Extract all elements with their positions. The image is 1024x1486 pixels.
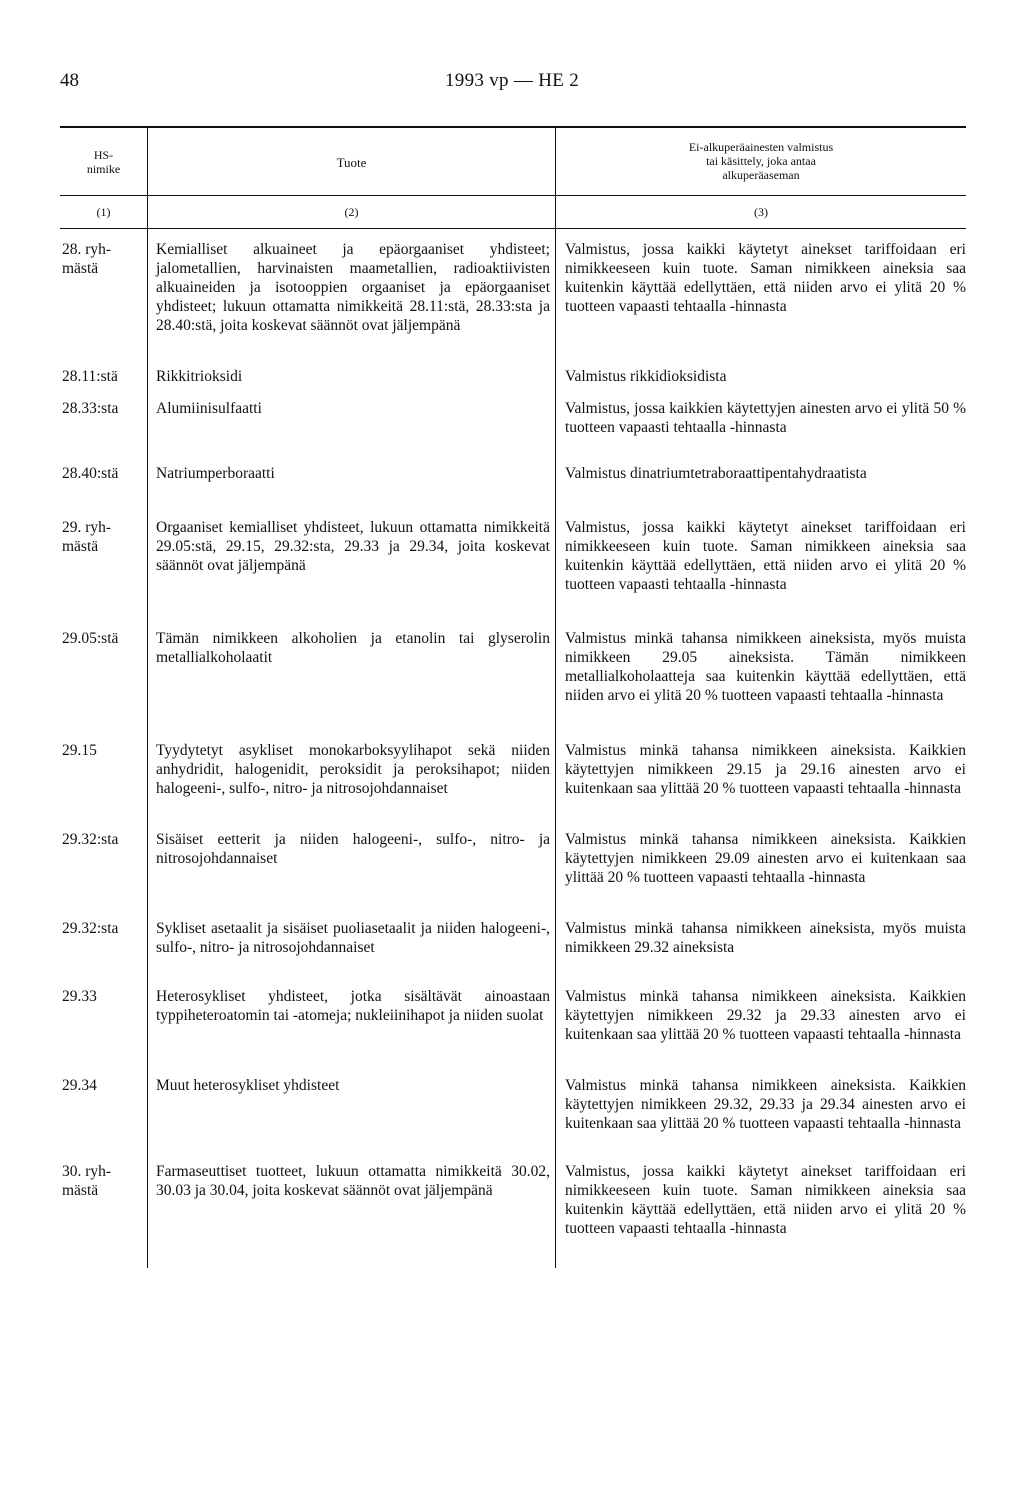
row-hs-code: 29.34 xyxy=(62,1077,97,1094)
table-header-rule xyxy=(60,195,966,196)
table-number-rule xyxy=(60,228,966,229)
column-number-1: (1) xyxy=(96,205,111,219)
row-hs-code: 29.05:stä xyxy=(62,630,119,647)
row-hs-code: 28.33:sta xyxy=(62,400,119,417)
column-divider-1 xyxy=(147,127,148,1268)
row-processing: Valmistus, jossa kaikki käytetyt ainekset tariffoidaan eri nimikkeeseen kuin tuote. Saman nimikkeen aineksia saa kuitenkin käyttää edellyttäen, että niiden arvo ei ylitä 20 % tuotteen vapaasti tehtaalla -hinnasta xyxy=(565,1163,966,1237)
row-hs-code: 29.15 xyxy=(62,742,97,759)
row-processing: Valmistus minkä tahansa nimikkeen aineksista. Kaikkien käytettyjen nimikkeen 29.32 ja 29.33 ainesten arvo ei kuitenkaan saa ylittää 20 % tuotteen vapaasti tehtaalla -hinnasta xyxy=(565,988,966,1043)
row-product: Farmaseuttiset tuotteet, lukuun ottamatta nimikkeitä 30.02, 30.03 ja 30.04, joita koskevat säännöt ovat jäljempänä xyxy=(156,1163,550,1199)
page-number: 48 xyxy=(60,70,79,91)
row-hs-code: 29.33 xyxy=(62,988,97,1005)
header-tuote: Tuote xyxy=(336,155,367,170)
running-head: 1993 vp — HE 2 xyxy=(444,70,580,91)
row-product: Orgaaniset kemialliset yhdisteet, lukuun ottamatta nimikkeitä 29.05:stä, 29.15, 29.32:sta, 29.33 ja 29.34, joita koskevat säännöt ovat jäljempänä xyxy=(156,519,550,574)
row-product: Tämän nimikkeen alkoholien ja etanolin tai glyserolin metallialkoholaatit xyxy=(156,630,550,666)
row-processing: Valmistus, jossa kaikki käytetyt ainekset tariffoidaan eri nimikkeeseen kuin tuote. Saman nimikkeen aineksia saa kuitenkin käyttää edellyttäen, että niiden arvo ei ylitä 20 % tuotteen vapaasti tehtaalla -hinnasta xyxy=(565,519,966,593)
row-hs-code: 28.40:stä xyxy=(62,465,119,482)
row-hs-code: 30. ryh- mästä xyxy=(62,1163,112,1199)
row-product: Sisäiset eetterit ja niiden halogeeni-, sulfo-, nitro- ja nitrosojohdannaiset xyxy=(156,831,550,867)
row-product: Tyydytetyt asykliset monokarboksyylihapot sekä niiden anhydridit, halogenidit, peroksidit ja peroksihapot; niiden halogeeni-, sulfo-, nitro- ja nitrosojohdannaiset xyxy=(156,742,550,797)
row-product: Kemialliset alkuaineet ja epäorgaaniset yhdisteet; jalometallien, harvinaisten maametallien, radioaktiivisten alkuaineiden ja isotooppien orgaaniset ja epäorgaaniset yhdisteet; lukuun ottamatta nimikkeitä 28.11:stä, 28.33:sta ja 28.40:stä, joita koskevat säännöt ovat jäljempänä xyxy=(156,241,550,334)
column-number-3: (3) xyxy=(754,205,768,219)
column-divider-2 xyxy=(555,127,556,1268)
row-processing: Valmistus minkä tahansa nimikkeen aineksista. Kaikkien käytettyjen nimikkeen 29.32, 29.33 ja 29.34 ainesten arvo ei kuitenkaan saa ylittää 20 % tuotteen vapaasti tehtaalla -hinnasta xyxy=(565,1077,966,1132)
header-hs-nimike: HS- nimike xyxy=(86,148,121,176)
table-top-rule xyxy=(60,126,966,128)
row-processing: Valmistus minkä tahansa nimikkeen aineksista, myös muista nimikkeen 29.05 aineksista. Tämän nimikkeen metallialkoholaatteja saa kuitenkin käyttää edellyttäen, että niiden arvo ei ylitä 20 % tuotteen vapaasti tehtaalla -hinnasta xyxy=(565,630,966,704)
header-processing: Ei-alkuperäainesten valmistus tai käsittely, joka antaa alkuperäaseman xyxy=(688,140,834,182)
row-product: Rikkitrioksidi xyxy=(156,368,243,385)
row-processing: Valmistus rikkidioksidista xyxy=(565,368,727,385)
row-product: Sykliset asetaalit ja sisäiset puoliasetaalit ja niiden halogeeni-, sulfo-, nitro- ja nitrosojohdannaiset xyxy=(156,920,550,956)
column-number-2: (2) xyxy=(344,205,359,219)
row-processing: Valmistus minkä tahansa nimikkeen aineksista. Kaikkien käytettyjen nimikkeen 29.09 ainesten arvo ei kuitenkaan saa ylittää 20 % tuotteen vapaasti tehtaalla -hinnasta xyxy=(565,831,966,886)
row-hs-code: 29.32:sta xyxy=(62,920,119,937)
row-product: Heterosykliset yhdisteet, jotka sisältävät ainoastaan typpiheteroatomin tai -atomeja; nukleiinihapot ja niiden suolat xyxy=(156,988,550,1024)
row-hs-code: 29.32:sta xyxy=(62,831,119,848)
row-product: Muut heterosykliset yhdisteet xyxy=(156,1077,340,1094)
row-hs-code: 29. ryh- mästä xyxy=(62,519,112,555)
row-product: Natriumperboraatti xyxy=(156,465,275,482)
row-processing: Valmistus minkä tahansa nimikkeen aineksista. Kaikkien käytettyjen nimikkeen 29.15 ja 29.16 ainesten arvo ei kuitenkaan saa ylittää 20 % tuotteen vapaasti tehtaalla -hinnasta xyxy=(565,742,966,797)
row-processing: Valmistus, jossa kaikki käytetyt ainekset tariffoidaan eri nimikkeeseen kuin tuote. Saman nimikkeen aineksia saa kuitenkin käyttää edellyttäen, että niiden arvo ei ylitä 20 % tuotteen vapaasti tehtaalla -hinnasta xyxy=(565,241,966,315)
row-processing: Valmistus minkä tahansa nimikkeen aineksista, myös muista nimikkeen 29.32 aineksista xyxy=(565,920,966,956)
row-product: Alumiinisulfaatti xyxy=(156,400,262,417)
row-hs-code: 28. ryh- mästä xyxy=(62,241,112,277)
row-hs-code: 28.11:stä xyxy=(62,368,118,385)
row-processing: Valmistus dinatriumtetraboraattipentahydraatista xyxy=(565,465,867,482)
row-processing: Valmistus, jossa kaikkien käytettyjen ainesten arvo ei ylitä 50 % tuotteen vapaasti tehtaalla -hinnasta xyxy=(565,400,966,436)
